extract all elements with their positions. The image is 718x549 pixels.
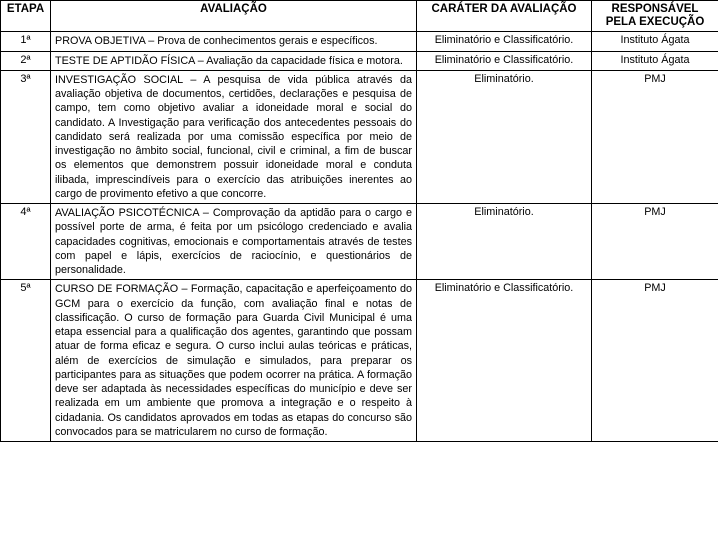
cell-avaliacao: CURSO DE FORMAÇÃO – Formação, capacitação e aperfeiçoamento do GCM para o exercício da função, com avaliação final e notas de classificação. O curso de formação para Guarda Civil Municipal é uma etapa essencial para a qualificação dos agentes, garantindo que possam atuar de forma eficaz e segura. O curso inclui aulas teóricas e práticas, além de exercícios de simulação e simulados, para preparar os participantes para as situações que podem ocorrer na prática. A formação deve ser adaptada às necessidades específicas do município e deve ser realizada em um ambiente que promova a integração e o respeito à cidadania. Os candidatos aprovados em todas as etapas do concurso são convocados para se matricularem no curso de formação. xyxy=(51,280,417,442)
table-row xyxy=(1,280,718,442)
cell-carater: Eliminatório e Classificatório. xyxy=(417,32,592,51)
cell-etapa: 1ª xyxy=(1,32,51,51)
table-header-row xyxy=(1,1,718,32)
cell-avaliacao: TESTE DE APTIDÃO FÍSICA – Avaliação da capacidade física e motora. xyxy=(51,51,417,70)
column-header-responsavel: RESPONSÁVEL PELA EXECUÇÃO xyxy=(592,1,718,32)
cell-etapa: 3ª xyxy=(1,70,51,203)
cell-avaliacao: INVESTIGAÇÃO SOCIAL – A pesquisa de vida pública através da avaliação objetiva de documentos, certidões, declarações e pesquisa de campo, tem como objetivo avaliar a idoneidade moral e social do candidato. A Investigação para verificação dos antecedentes pessoais do candidato será realizada por uma comissão específica por meio de investigação no âmbito social, funcional, civil e criminal, a fim de buscar os elementos que demonstrem possuir idoneidade moral e conduta ilibada, imprescindíveis para o exercício das atribuições inerentes ao cargo de provimento efetivo a que concorre. xyxy=(51,70,417,203)
column-header-avaliacao: AVALIAÇÃO xyxy=(51,1,417,32)
cell-etapa: 4ª xyxy=(1,204,51,280)
table-row xyxy=(1,32,718,51)
cell-carater: Eliminatório. xyxy=(417,70,592,203)
column-header-carater: CARÁTER DA AVALIAÇÃO xyxy=(417,1,592,32)
cell-responsavel: Instituto Ágata xyxy=(592,51,718,70)
cell-etapa: 2ª xyxy=(1,51,51,70)
cell-responsavel: Instituto Ágata xyxy=(592,32,718,51)
cell-avaliacao: AVALIAÇÃO PSICOTÉCNICA – Comprovação da aptidão para o cargo e possível porte de arma, é feita por um psicólogo credenciado e avalia capacidades cognitivas, emocionais e comportamentais através de testes com papel e lápis, exercícios de raciocínio, e questionários de personalidade. xyxy=(51,204,417,280)
table-row xyxy=(1,70,718,203)
cell-responsavel: PMJ xyxy=(592,280,718,442)
cell-carater: Eliminatório e Classificatório. xyxy=(417,51,592,70)
cell-responsavel: PMJ xyxy=(592,70,718,203)
table-header xyxy=(1,1,718,32)
column-header-etapa: ETAPA xyxy=(1,1,51,32)
table-row xyxy=(1,204,718,280)
table-row xyxy=(1,51,718,70)
cell-avaliacao: PROVA OBJETIVA – Prova de conhecimentos gerais e específicos. xyxy=(51,32,417,51)
cell-carater: Eliminatório e Classificatório. xyxy=(417,280,592,442)
cell-responsavel: PMJ xyxy=(592,204,718,280)
table-body xyxy=(1,32,718,442)
cell-etapa: 5ª xyxy=(1,280,51,442)
cell-carater: Eliminatório. xyxy=(417,204,592,280)
